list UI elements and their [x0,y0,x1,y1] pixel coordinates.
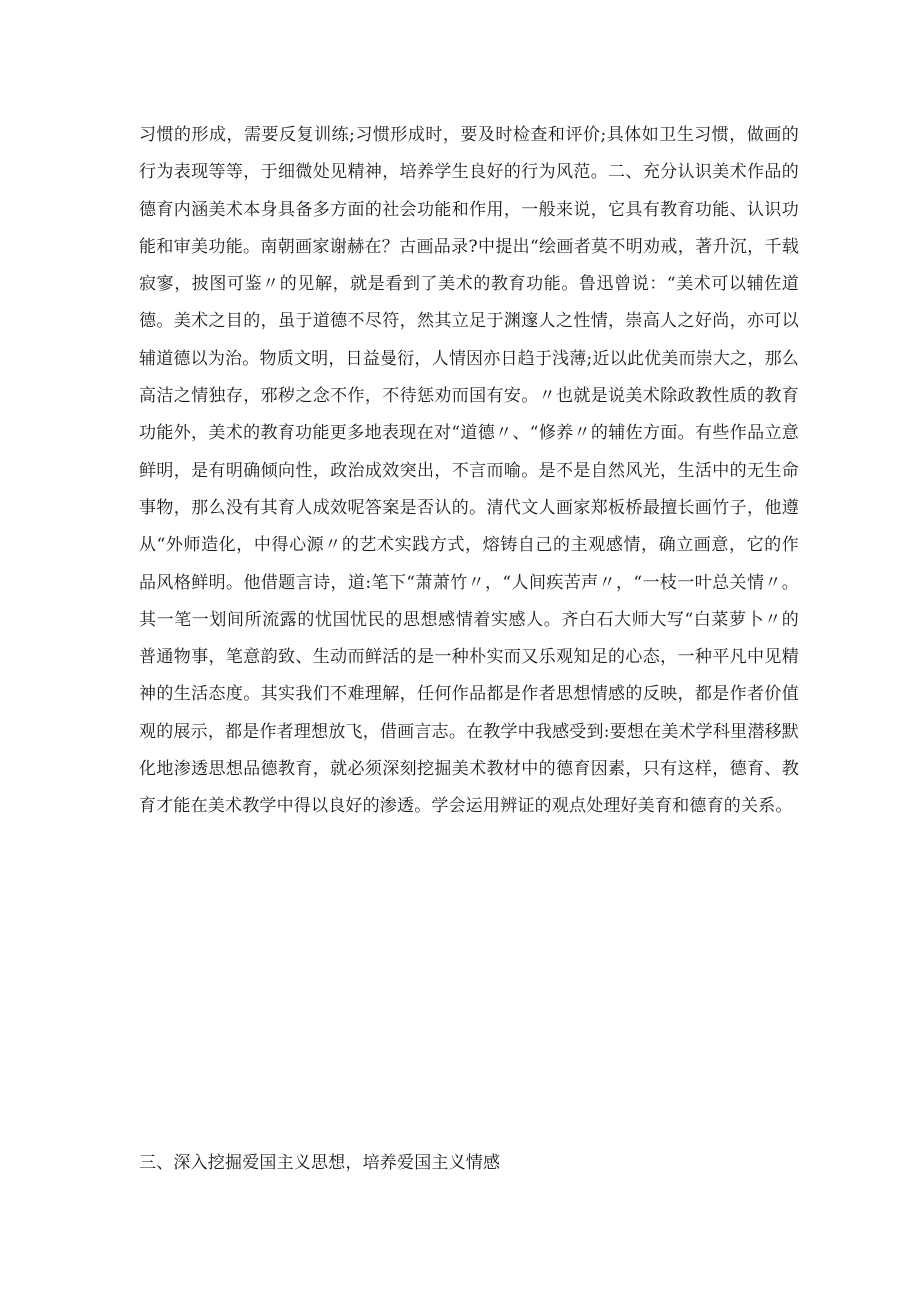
section-heading: 三、深入挖掘爱国主义思想，培养爱国主义情感 [139,1153,501,1173]
body-paragraph: 习惯的形成，需要反复训练;习惯形成时，要及时检查和评价;具体如卫生习惯，做画的行为表现等等，于细微处见精神，培养学生良好的行为风范。二、充分认识美术作品的德育内涵美术本身具备多方面的社会功能和作用，一般来说，它具有教育功能、认识功能和审美功能。南朝画家谢赫在？古画品录?中提出“绘画者莫不明劝戒，著升沉，千载寂寥，披图可鉴〃的见解，就是看到了美术的教育功能。鲁迅曾说：“美术可以辅佐道德。美术之目的，虽于道德不尽符，然其立足于渊邃人之性情，崇高人之好尚，亦可以辅道德以为治。物质文明，日益曼衍，人情因亦日趋于浅薄;近以此优美而崇大之，那么高洁之情独存，邪秽之念不作，不待惩劝而国有安。〃也就是说美术除政教性质的教育功能外，美术的教育功能更多地表现在对“道德〃、“修养〃的辅佐方面。有些作品立意鲜明，是有明确倾向性，政治成效突出，不言而喻。是不是自然风光，生活中的无生命事物，那么没有其育人成效呢答案是否认的。清代文人画家郑板桥最擅长画竹子，他遵从“外师造化，中得心源〃的艺术实践方式，熔铸自己的主观感情，确立画意，它的作品风格鲜明。他借题言诗，道:笔下“萧萧竹〃，“人间疾苦声〃，“一枝一叶总关情〃。其一笔一划间所流露的忧国忧民的思想感情着实感人。齐白石大师大写“白菜萝卜〃的普通物事，笔意韵致、生动而鲜活的是一种朴实而又乐观知足的心态，一种平凡中见精神的生活态度。其实我们不难理解，任何作品都是作者思想情感的反映，都是作者价值观的展示，都是作者理想放飞，借画言志。在教学中我感受到:要想在美术学科里潜移默化地渗透思想品德教育，就必须深刻挖掘美术教材中的德育因素，只有这样，德育、教育才能在美术教学中得以良好的渗透。学会运用辨证的观点处理好美育和德育的关系。 [139,125,799,817]
